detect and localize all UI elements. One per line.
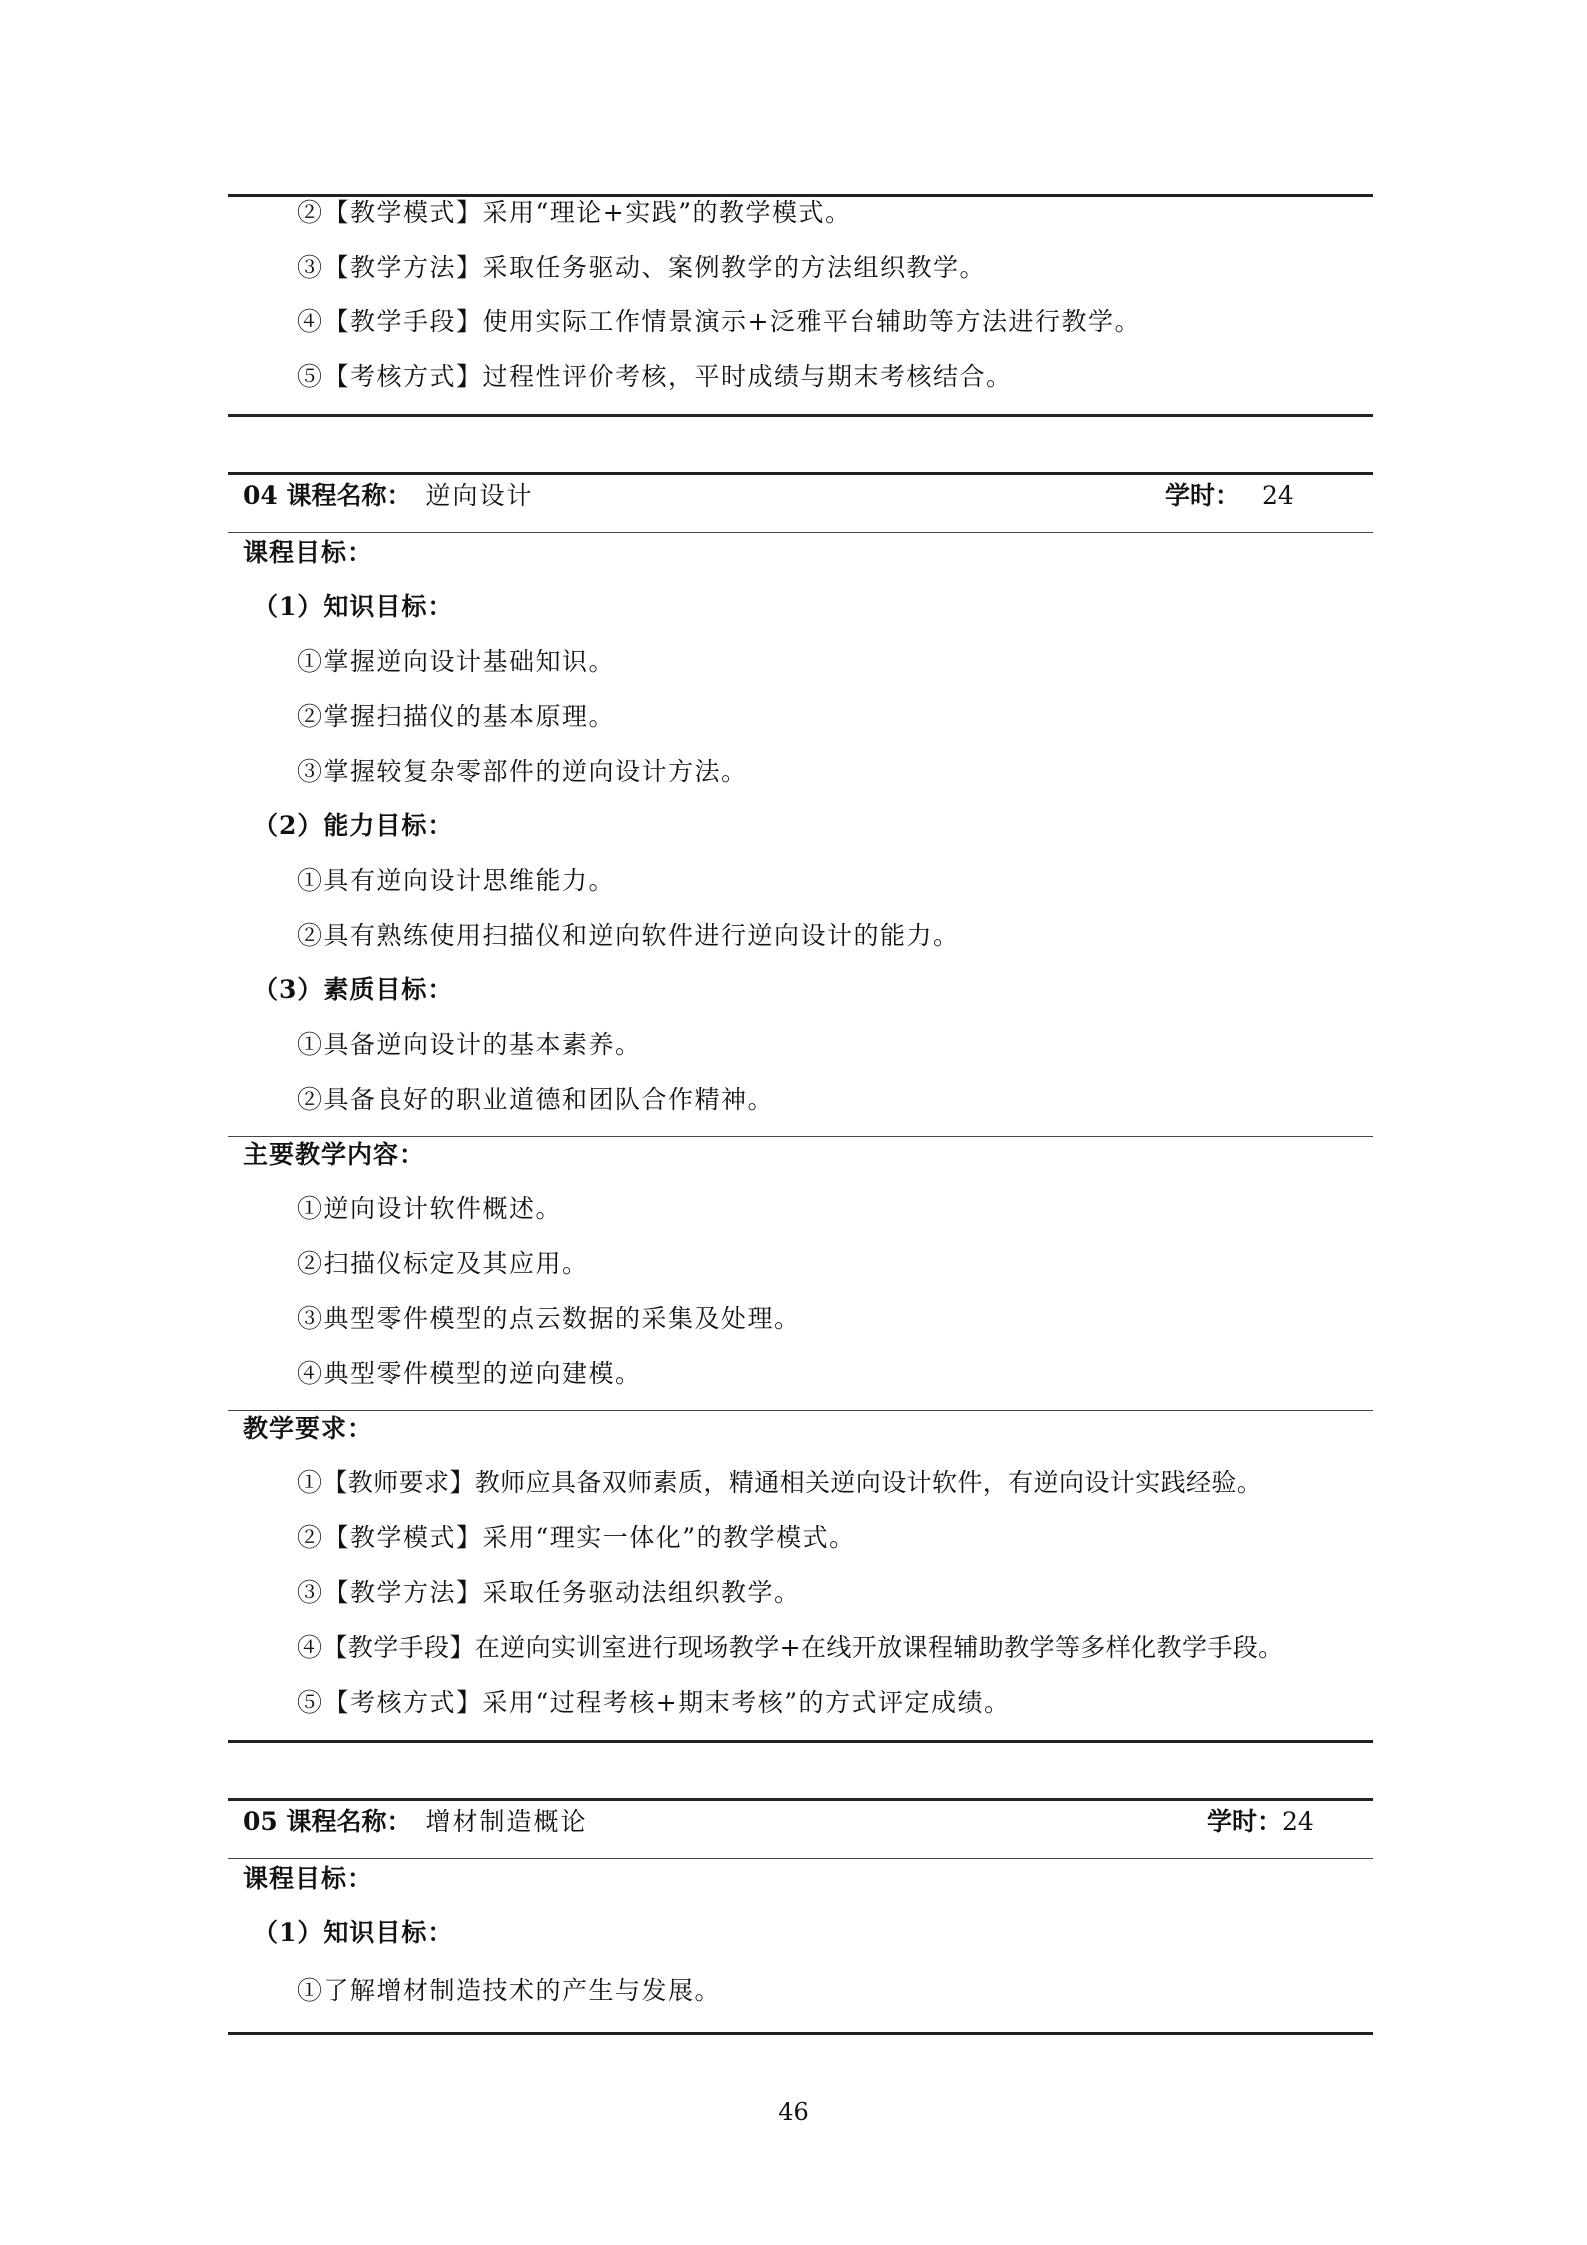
knowledge-heading: （1）知识目标： xyxy=(253,1918,454,1947)
course-hours xyxy=(1165,478,1294,514)
quality-heading: （3）素质目标： xyxy=(253,975,454,1004)
course-hours xyxy=(1207,1804,1314,1840)
course-name-label: 04 课程名称： xyxy=(243,481,412,510)
list-item: ②具备良好的职业道德和团队合作精神。 xyxy=(297,1085,775,1114)
hours-value: 24 xyxy=(1262,481,1294,510)
list-item: ①【教师要求】教师应具备双师素质，精通相关逆向设计软件，有逆向设计实践经验。 xyxy=(297,1468,1263,1497)
list-item: ④【教学手段】在逆向实训室进行现场教学+在线开放课程辅助教学等多样化教学手段。 xyxy=(297,1633,1284,1662)
list-item: ②具有熟练使用扫描仪和逆向软件进行逆向设计的能力。 xyxy=(297,921,960,950)
list-item: ②扫描仪标定及其应用。 xyxy=(297,1249,589,1278)
hours-label: 学时： xyxy=(1165,481,1241,510)
hours-value: 24 xyxy=(1282,1807,1314,1836)
section-end-rule xyxy=(228,1740,1373,1743)
section-end-rule xyxy=(228,2032,1373,2035)
course-header-top-rule xyxy=(228,472,1373,475)
goals-heading: 课程目标： xyxy=(243,1864,374,1893)
ability-heading: （2）能力目标： xyxy=(253,811,454,840)
list-item: ③典型零件模型的点云数据的采集及处理。 xyxy=(297,1304,801,1333)
content-heading: 主要教学内容： xyxy=(243,1140,426,1169)
list-item: ④【教学手段】使用实际工作情景演示+泛雅平台辅助等方法进行教学。 xyxy=(297,307,1141,336)
list-item: ③掌握较复杂零部件的逆向设计方法。 xyxy=(297,757,748,786)
course-header-bottom-rule xyxy=(228,1858,1373,1859)
goals-heading: 课程目标： xyxy=(243,538,374,567)
list-item: ④典型零件模型的逆向建模。 xyxy=(297,1359,642,1388)
course-name-label: 05 课程名称： xyxy=(243,1807,412,1836)
hours-label: 学时： xyxy=(1207,1807,1283,1836)
list-item: ③【教学方法】采取任务驱动法组织教学。 xyxy=(297,1578,801,1607)
top-rule xyxy=(228,194,1373,197)
list-item: ①逆向设计软件概述。 xyxy=(297,1194,563,1223)
course-header-05 xyxy=(243,1804,1323,1840)
list-item: ②掌握扫描仪的基本原理。 xyxy=(297,702,616,731)
list-item: ②【教学模式】采用“理实一体化”的教学模式。 xyxy=(297,1523,856,1552)
list-item: ⑤【考核方式】采用“过程考核+期末考核”的方式评定成绩。 xyxy=(297,1688,1011,1717)
list-item: ①掌握逆向设计基础知识。 xyxy=(297,647,616,676)
requirements-heading: 教学要求： xyxy=(243,1414,374,1443)
course-header-04 xyxy=(243,478,1323,514)
list-item: ①具有逆向设计思维能力。 xyxy=(297,866,616,895)
list-item: ①具备逆向设计的基本素养。 xyxy=(297,1030,642,1059)
course-header-top-rule xyxy=(228,1798,1373,1801)
list-item: ⑤【考核方式】过程性评价考核，平时成绩与期末考核结合。 xyxy=(297,362,1013,391)
section-end-rule xyxy=(228,414,1373,417)
course-header-bottom-rule xyxy=(228,532,1373,533)
divider xyxy=(228,1410,1373,1411)
course-name: 增材制造概论 xyxy=(425,1807,588,1836)
knowledge-heading: （1）知识目标： xyxy=(253,592,454,621)
course-name: 逆向设计 xyxy=(425,481,534,510)
list-item: ③【教学方法】采取任务驱动、案例教学的方法组织教学。 xyxy=(297,253,987,282)
list-item: ②【教学模式】采用“理论+实践”的教学模式。 xyxy=(297,198,852,227)
divider xyxy=(228,1136,1373,1137)
page-number: 46 xyxy=(778,2098,809,2126)
list-item: ①了解增材制造技术的产生与发展。 xyxy=(297,1976,722,2005)
